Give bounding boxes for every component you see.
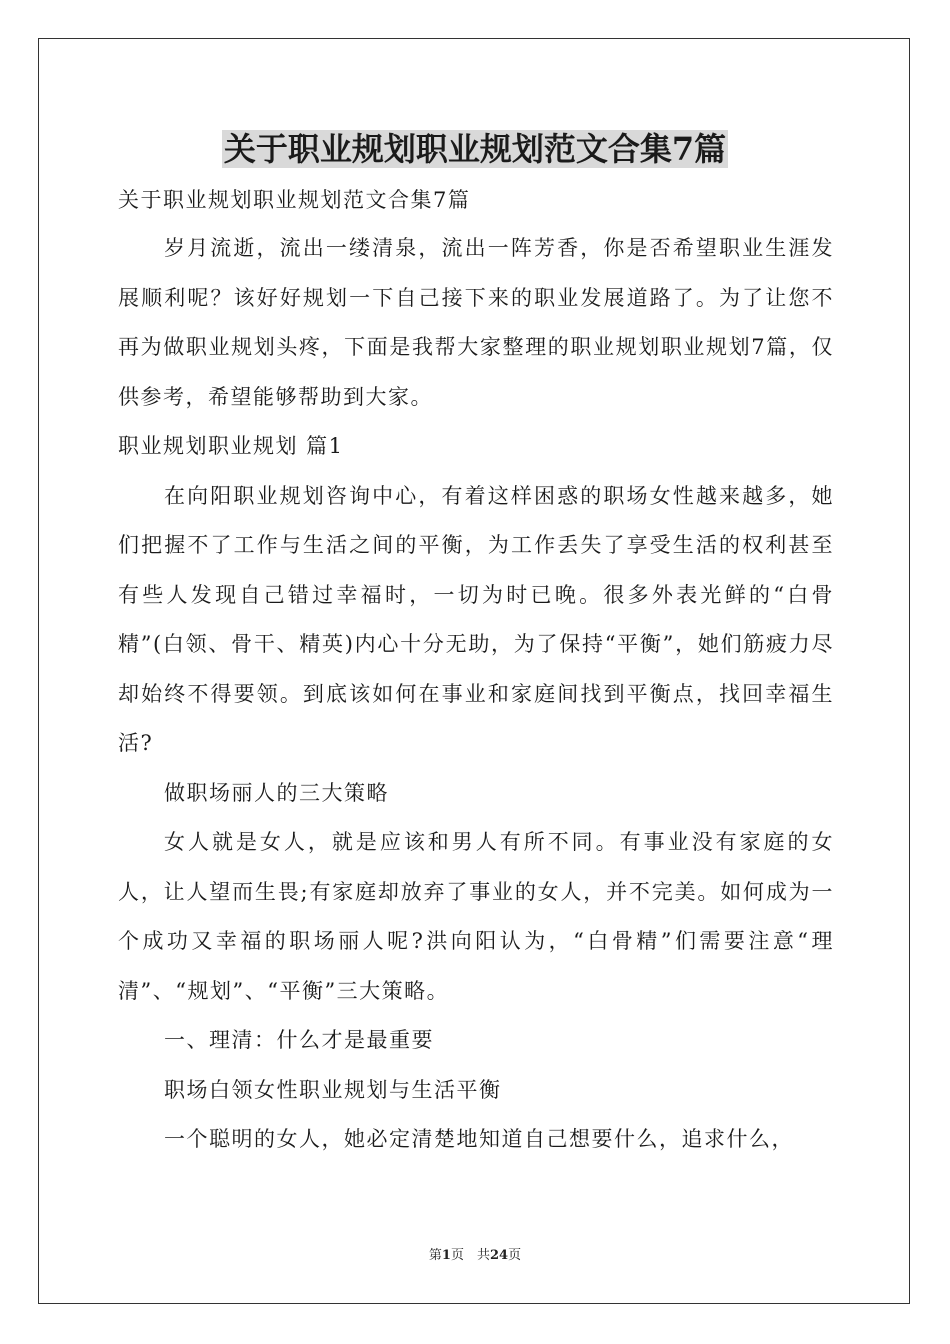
footer-suffix: 页 xyxy=(508,1248,522,1263)
document-title-text: 关于职业规划职业规划范文合集7篇 xyxy=(223,130,727,168)
footer-prefix: 第 xyxy=(428,1248,442,1263)
section-heading: 职业规划职业规划 篇1 xyxy=(118,434,344,458)
footer-mid: 页 共 xyxy=(450,1248,490,1263)
sub-heading: 一、理清：什么才是最重要 xyxy=(164,1028,434,1052)
document-subtitle: 关于职业规划职业规划范文合集7篇 xyxy=(118,188,471,212)
total-page-count: 24 xyxy=(489,1248,509,1263)
body-paragraph: 在向阳职业规划咨询中心，有着这样困惑的职场女性越来越多，她们把握不了工作与生活之间的平衡，为工作丢失了享受生活的权利甚至有些人发现自己错过幸福时，一切为时已晚。很多外表光鲜的“白骨精”(白领、骨干、精英)内心十分无助，为了保持“平衡”，她们筋疲力尽却始终不得要领。到底该如何在事业和家庭间找到平衡点，找回幸福生活? xyxy=(118,483,834,755)
body-paragraph: 女人就是女人，就是应该和男人有所不同。有事业没有家庭的女人，让人望而生畏;有家庭却放弃了事业的女人，并不完美。如何成为一个成功又幸福的职场丽人呢?洪向阳认为，“白骨精”们需要注意“理清”、“规划”、“平衡”三大策略。 xyxy=(118,830,834,1003)
intro-paragraph: 岁月流逝，流出一缕清泉，流出一阵芳香，你是否希望职业生涯发展顺利呢？该好好规划一下自己接下来的职业发展道路了。为了让您不再为做职业规划头疼，下面是我帮大家整理的职业规划职业规划7篇，仅供参考，希望能够帮助到大家。 xyxy=(118,236,834,409)
sub-heading: 职场白领女性职业规划与生活平衡 xyxy=(164,1077,502,1102)
page-footer xyxy=(0,1248,950,1264)
document-body xyxy=(118,182,834,1165)
sub-heading: 做职场丽人的三大策略 xyxy=(164,780,389,805)
document-title xyxy=(0,126,950,172)
current-page-number: 1 xyxy=(441,1248,451,1263)
body-paragraph: 一个聪明的女人，她必定清楚地知道自己想要什么，追求什么， xyxy=(164,1127,794,1151)
